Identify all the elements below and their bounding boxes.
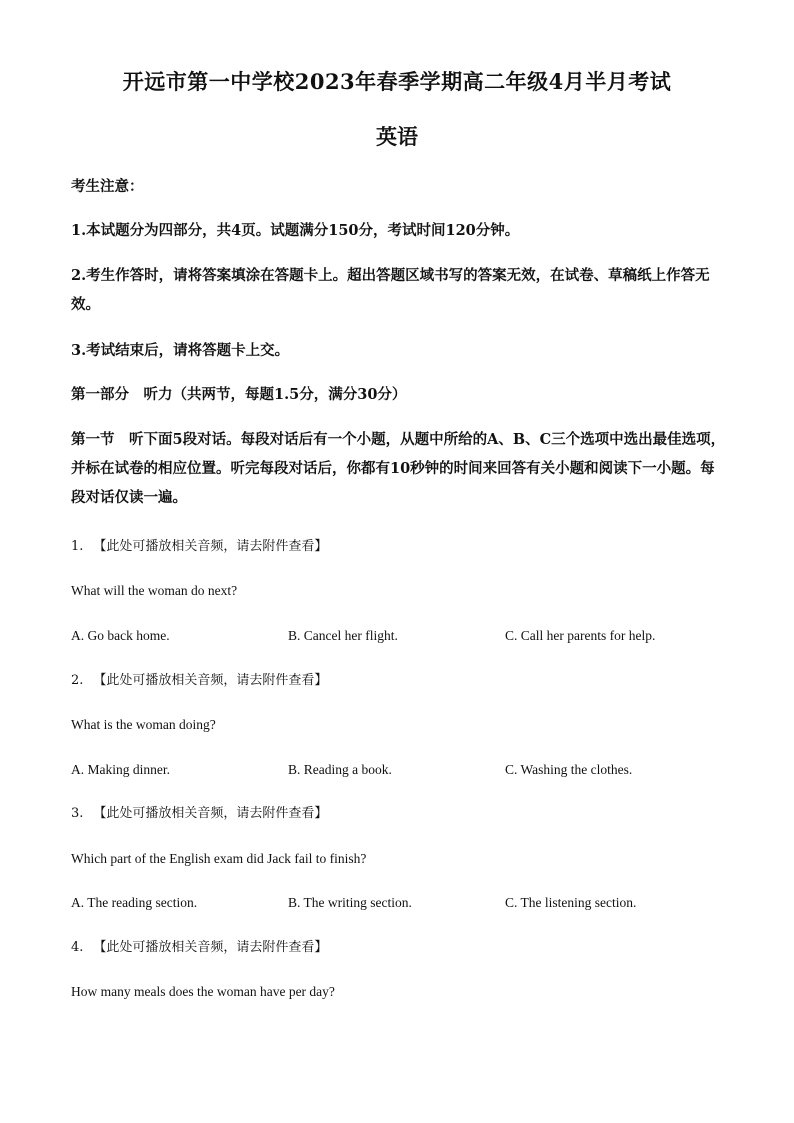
question-number: 4. (71, 940, 84, 955)
notice-item-3: 3.考试结束后，请将答题卡上交。 (71, 342, 290, 359)
notice-heading: 考生注意： (71, 178, 144, 195)
notice-item-2: 2.考生作答时，请将答案填涂在答题卡上。超出答题区域书写的答案无效，在试卷、草稿纸上作答无效。 (71, 267, 710, 313)
option-c[interactable]: C. Call her parents for help. (505, 628, 656, 643)
option-c[interactable]: C. Washing the clothes. (505, 762, 633, 777)
question-2-audio[interactable] (71, 671, 726, 691)
question-2-text: What is the woman doing? (71, 717, 216, 732)
exam-title: 开远市第一中学校2023年春季学期高二年级4月半月考试 (122, 69, 672, 94)
audio-placeholder: 【此处可播放相关音频，请去附件查看】 (93, 539, 328, 554)
question-3-text: Which part of the English exam did Jack fail to finish? (71, 851, 367, 866)
part1-heading: 第一部分 听力（共两节，每题1.5分，满分30分） (71, 386, 407, 403)
question-1-audio[interactable] (71, 537, 726, 557)
audio-placeholder: 【此处可播放相关音频，请去附件查看】 (93, 806, 328, 821)
question-number: 3. (71, 806, 84, 821)
option-b[interactable]: B. The writing section. (288, 895, 412, 910)
question-2-options (71, 760, 726, 780)
audio-placeholder: 【此处可播放相关音频，请去附件查看】 (93, 673, 328, 688)
option-b[interactable]: B. Reading a book. (288, 762, 392, 777)
notice-item-1: 1.本试题分为四部分，共4页。试题满分150分，考试时间120分钟。 (71, 222, 520, 239)
question-1-options (71, 626, 726, 646)
question-1-text: What will the woman do next? (71, 583, 238, 598)
exam-subject: 英语 (376, 124, 418, 149)
question-3-audio[interactable] (71, 804, 726, 824)
option-b[interactable]: B. Cancel her flight. (288, 628, 398, 643)
option-a[interactable]: A. Making dinner. (71, 762, 170, 777)
question-4-text: How many meals does the woman have per day? (71, 984, 335, 999)
question-number: 2. (71, 673, 84, 688)
option-a[interactable]: A. The reading section. (71, 895, 198, 910)
question-4-audio[interactable] (71, 938, 726, 958)
option-c[interactable]: C. The listening section. (505, 895, 637, 910)
option-a[interactable]: A. Go back home. (71, 628, 170, 643)
section1-intro: 第一节 听下面5段对话。每段对话后有一个小题，从题中所给的A、B、C三个选项中选出最佳选项，并标在试卷的相应位置。听完每段对话后，你都有10秒钟的时间来回答有关小题和阅读下一小题。每段对话仅读一遍。 (71, 431, 726, 506)
audio-placeholder: 【此处可播放相关音频，请去附件查看】 (93, 940, 328, 955)
question-number: 1. (71, 539, 84, 554)
question-3-options (71, 893, 726, 913)
